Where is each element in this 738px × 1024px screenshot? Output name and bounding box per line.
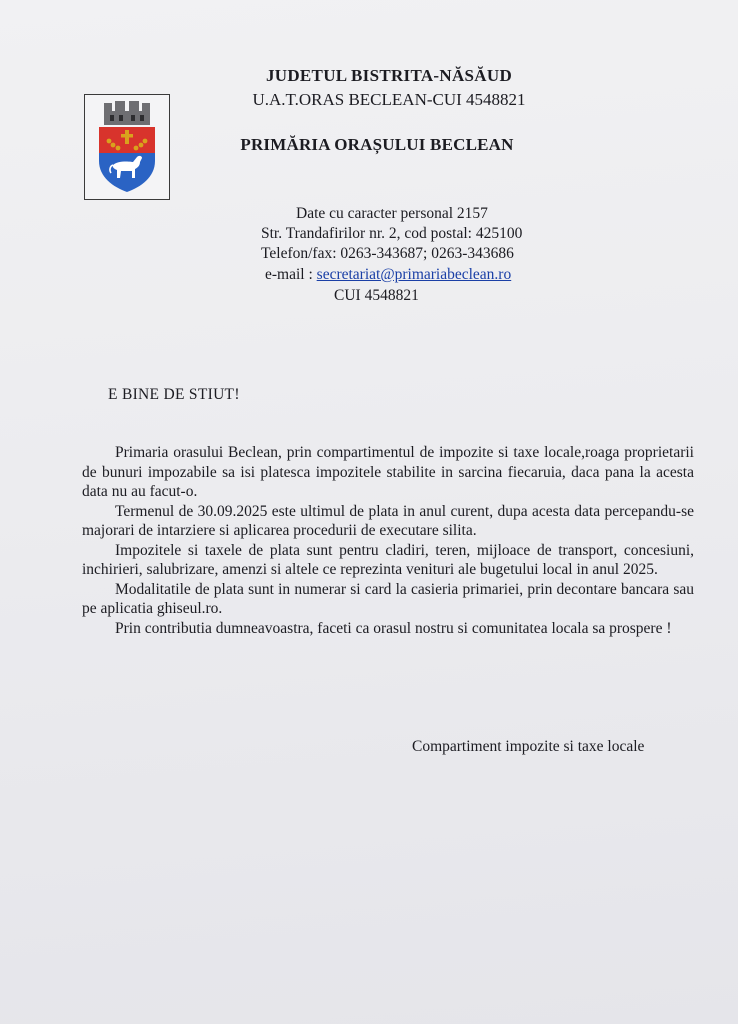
email-label: e-mail : xyxy=(265,266,317,283)
coat-of-arms-frame xyxy=(84,94,170,200)
signature-department: Compartiment impozite si taxe locale xyxy=(412,738,645,755)
coat-of-arms-icon xyxy=(93,99,161,195)
institution-heading: PRIMĂRIA ORAȘULUI BECLEAN xyxy=(240,135,514,154)
personal-data-line: Date cu caracter personal 2157 xyxy=(296,205,488,222)
paragraph: Prin contributia dumneavoastra, faceti ca orasul nostru si comunitatea locala sa prospere ! xyxy=(115,619,672,637)
cui-line: CUI 4548821 xyxy=(334,287,419,304)
paragraph: Impozitele si taxele de plata sunt pentru cladiri, teren, mijloace de transport, concesiuni, inchirieri, salubrizare, amenzi si altele ce reprezinta venituri ale bugetului local in anul 2025. xyxy=(82,541,694,578)
email-link[interactable]: secretariat@primariabeclean.ro xyxy=(316,266,512,283)
paragraph: Primaria orasului Beclean, prin compartimentul de impozite si taxe locale,roaga proprietarii de bunuri impozabile sa isi platesca impozitele stabilite in sarcina fiecaruia, daca pana la acesta data nu au facut-o. xyxy=(82,444,694,500)
paragraph: Termenul de 30.09.2025 este ultimul de plata in anul curent, dupa acesta data percepandu-se majorari de intarziere si aplicarea procedurii de executare silita. xyxy=(82,502,694,539)
phone-line: Telefon/fax: 0263-343687; 0263-343686 xyxy=(261,245,514,262)
notice-body xyxy=(82,443,694,638)
county-heading: JUDETUL BISTRITA-NĂSĂUD xyxy=(265,66,513,85)
uat-heading: U.A.T.ORAS BECLEAN-CUI 4548821 xyxy=(252,90,526,109)
email-line xyxy=(265,266,511,284)
address-line: Str. Trandafirilor nr. 2, cod postal: 425100 xyxy=(261,225,523,242)
paragraph: Modalitatile de plata sunt in numerar si card la casieria primariei, prin decontare bancara sau pe aplicatia ghiseul.ro. xyxy=(82,580,694,617)
notice-title: E BINE DE STIUT! xyxy=(108,386,240,403)
